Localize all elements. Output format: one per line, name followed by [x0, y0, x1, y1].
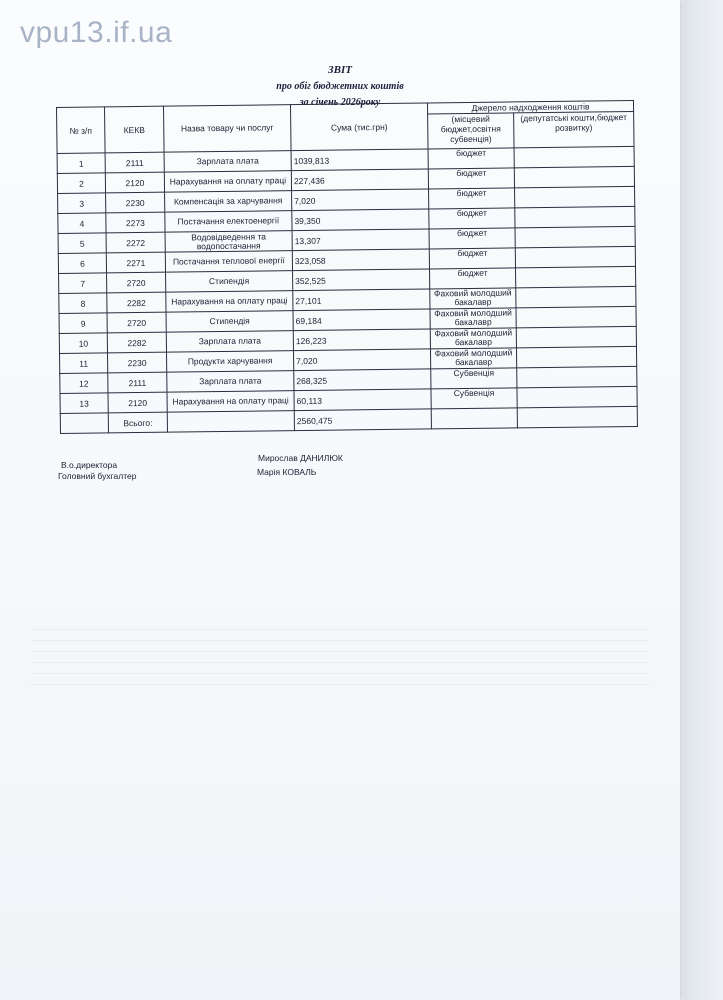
row-deputy — [517, 386, 637, 407]
row-num: 10 — [59, 333, 107, 354]
row-kekv: 2720 — [107, 272, 166, 293]
row-kekv: 2230 — [106, 192, 165, 213]
total-label: Всього: — [108, 412, 167, 433]
row-sum: 69,184 — [293, 309, 430, 331]
report-period: за січень 2026року — [299, 97, 381, 108]
row-source: бюджет — [430, 268, 516, 289]
row-kekv: 2120 — [105, 172, 164, 193]
row-deputy — [516, 326, 636, 347]
row-num: 5 — [58, 233, 106, 254]
row-name: Нарахування на оплату праці — [166, 291, 293, 313]
row-name: Водовідведення та водопостачання — [165, 231, 292, 253]
row-num: 12 — [60, 373, 108, 394]
row-sum: 1039,813 — [291, 149, 428, 171]
row-sum: 352,525 — [293, 269, 430, 291]
site-watermark: vpu13.if.ua — [20, 16, 173, 49]
row-num: 6 — [58, 253, 106, 274]
row-sum: 39,350 — [292, 209, 429, 231]
row-kekv: 2230 — [108, 352, 167, 373]
header-source: Джерело надходження коштів — [427, 100, 633, 114]
row-deputy — [514, 146, 634, 167]
total-blank — [60, 413, 108, 434]
row-kekv: 2720 — [107, 312, 166, 333]
header-sum: Сума (тис.грн) — [290, 103, 428, 151]
header-source-budget: (місцевий бюджет,освітня субвенція) — [428, 113, 514, 149]
row-name: Нарахування на оплату праці — [164, 171, 291, 193]
row-deputy — [515, 206, 635, 227]
report-subtitle: про обіг бюджетних коштів — [276, 81, 404, 92]
bleed-through-shadow — [30, 625, 650, 685]
row-kekv: 2282 — [107, 332, 166, 353]
row-name: Зарплата плата — [164, 151, 291, 173]
row-kekv: 2271 — [106, 252, 165, 273]
header-name: Назва товару чи послуг — [163, 105, 291, 153]
row-num: 13 — [60, 393, 108, 414]
row-num: 7 — [59, 273, 107, 294]
report-title: ЗВІТ — [328, 64, 352, 76]
accountant-title: Головний бухгалтер — [58, 471, 137, 481]
row-deputy — [516, 306, 636, 327]
row-source: бюджет — [429, 248, 515, 269]
director-name: Мирослав ДАНИЛЮК — [258, 453, 343, 463]
row-name: Постачання електоенергії — [165, 211, 292, 233]
row-kekv: 2273 — [106, 212, 165, 233]
row-source: Субвенція — [431, 388, 517, 409]
accountant-name: Марія КОВАЛЬ — [257, 467, 317, 477]
row-sum: 7,020 — [293, 349, 430, 371]
row-sum: 60,113 — [294, 389, 431, 411]
row-kekv: 2111 — [108, 372, 167, 393]
row-name: Постачання теплової енергії — [165, 251, 292, 273]
row-num: 9 — [59, 313, 107, 334]
row-sum: 7,020 — [292, 189, 429, 211]
row-num: 2 — [57, 173, 105, 194]
row-source: бюджет — [429, 188, 515, 209]
row-name: Зарплата плата — [166, 331, 293, 353]
total-blank — [167, 411, 294, 433]
row-sum: 268,325 — [294, 369, 431, 391]
row-deputy — [515, 226, 635, 247]
row-sum: 323,058 — [292, 249, 429, 271]
header-kekv: КЕКВ — [105, 106, 165, 153]
total-blank — [517, 406, 637, 427]
row-name: Компенсація за харчування — [165, 191, 292, 213]
row-source: Субвенція — [431, 368, 517, 389]
row-num: 4 — [58, 213, 106, 234]
row-name: Стипендія — [166, 311, 293, 333]
row-deputy — [516, 266, 636, 287]
row-deputy — [514, 166, 634, 187]
row-sum: 126,223 — [293, 329, 430, 351]
row-name: Стипендія — [166, 271, 293, 293]
row-name: Нарахування на оплату праці — [167, 391, 294, 413]
row-sum: 227,436 — [291, 169, 428, 191]
row-name: Зарплата плата — [167, 371, 294, 393]
row-deputy — [516, 346, 636, 367]
row-source: бюджет — [428, 168, 514, 189]
row-source: бюджет — [429, 228, 515, 249]
row-deputy — [517, 366, 637, 387]
row-kekv: 2282 — [107, 292, 166, 313]
row-kekv: 2111 — [105, 152, 164, 173]
row-kekv: 2272 — [106, 232, 165, 253]
page-edge — [684, 0, 723, 1000]
row-sum: 27,101 — [293, 289, 430, 311]
budget-table — [56, 100, 638, 434]
row-num: 1 — [57, 153, 105, 174]
row-source: Фаховий молодший бакалавр — [430, 308, 516, 329]
row-num: 3 — [58, 193, 106, 214]
director-title: В.о.директора — [61, 460, 118, 470]
row-source: бюджет — [428, 148, 514, 169]
row-num: 8 — [59, 293, 107, 314]
header-num: № з/п — [57, 107, 106, 154]
row-source: бюджет — [429, 208, 515, 229]
total-blank — [431, 408, 517, 429]
row-kekv: 2120 — [108, 392, 167, 413]
row-source: Фаховий молодший бакалавр — [430, 288, 516, 309]
row-name: Продукти харчування — [167, 351, 294, 373]
row-deputy — [515, 246, 635, 267]
row-sum: 13,307 — [292, 229, 429, 251]
row-source: Фаховий молодший бакалавр — [430, 348, 516, 369]
row-num: 11 — [60, 353, 108, 374]
total-value: 2560,475 — [294, 409, 431, 431]
row-source: Фаховий молодший бакалавр — [430, 328, 516, 349]
row-deputy — [515, 186, 635, 207]
row-deputy — [516, 286, 636, 307]
header-source-deputy: (депутатські кошти,бюджет розвитку) — [514, 111, 634, 147]
